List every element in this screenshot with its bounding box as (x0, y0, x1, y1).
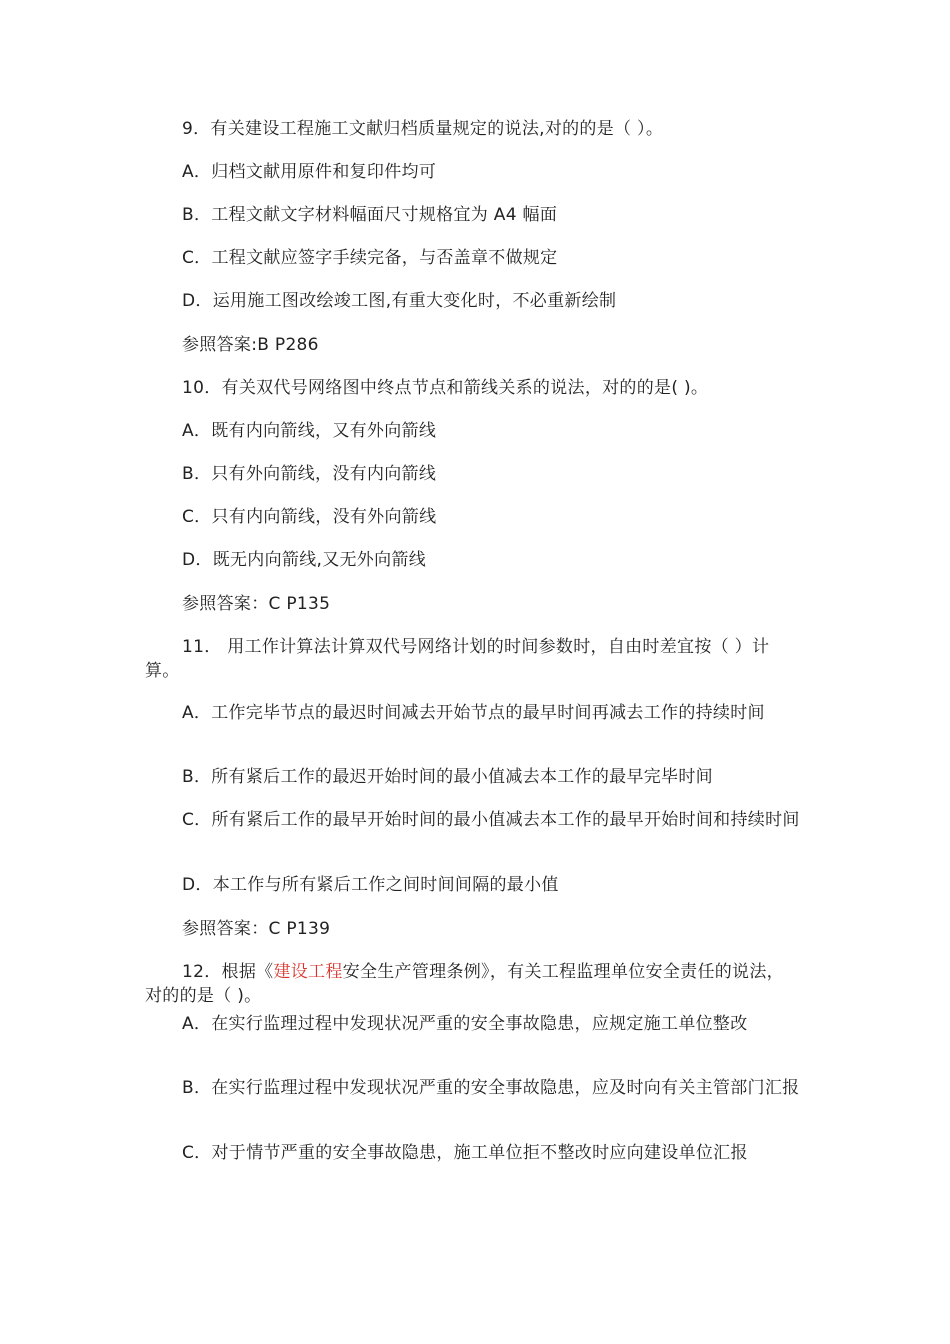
q11-option-b: B．所有紧后工作的最迟开始时间的最小值减去本工作的最早完毕时间 (182, 767, 713, 787)
q10-option-d: D．既无内向箭线,又无外向箭线 (182, 550, 426, 570)
q12-stem-pre: 12．根据《 (182, 962, 274, 982)
q12-stem (145, 960, 800, 1008)
q9-stem: 9．有关建设工程施工文献归档质量规定的说法,对的的是（ ）。 (182, 119, 664, 139)
q9-option-b: B．工程文献文字材料幅面尺寸规格宜为 A4 幅面 (182, 205, 558, 225)
q11-answer: 参照答案：C P139 (182, 919, 331, 939)
q9-option-d: D．运用施工图改绘竣工图,有重大变化时，不必重新绘制 (182, 291, 617, 311)
q11-option-a: A．工作完毕节点的最迟时间减去开始节点的最早时间再减去工作的持续时间 (182, 703, 765, 723)
q9-option-c: C．工程文献应签字手续完备，与否盖章不做规定 (182, 248, 558, 268)
q11-option-d: D．本工作与所有紧后工作之间时间间隔的最小值 (182, 875, 559, 895)
q11-option-c: C．所有紧后工作的最早开始时间的最小值减去本工作的最早开始时间和持续时间 (182, 810, 800, 830)
q11-stem: 11． 用工作计算法计算双代号网络计划的时间参数时，自由时差宜按（ ）计算。 (145, 637, 770, 681)
q12-stem-link[interactable]: 建设工程 (273, 962, 343, 982)
q12-option-a: A．在实行监理过程中发现状况严重的安全事故隐患，应规定施工单位整改 (182, 1014, 748, 1034)
q12-option-b: B．在实行监理过程中发现状况严重的安全事故隐患，应及时向有关主管部门汇报 (182, 1078, 800, 1098)
q10-answer: 参照答案：C P135 (182, 594, 331, 614)
q9-answer: 参照答案:B P286 (182, 335, 319, 355)
q9-option-a: A．归档文献用原件和复印件均可 (182, 162, 437, 182)
q12-stem-post: 安全生产管理条例》，有关工程监理单位安全责任的说法，对的的是（ )。 (145, 962, 784, 1006)
q10-option-c: C．只有内向箭线，没有外向箭线 (182, 507, 437, 527)
q12-option-c: C．对于情节严重的安全事故隐患，施工单位拒不整改时应向建设单位汇报 (182, 1143, 748, 1163)
q10-option-b: B．只有外向箭线，没有内向箭线 (182, 464, 437, 484)
q10-option-a: A．既有内向箭线，又有外向箭线 (182, 421, 437, 441)
q10-stem: 10．有关双代号网络图中终点节点和箭线关系的说法，对的的是( )。 (182, 378, 709, 398)
